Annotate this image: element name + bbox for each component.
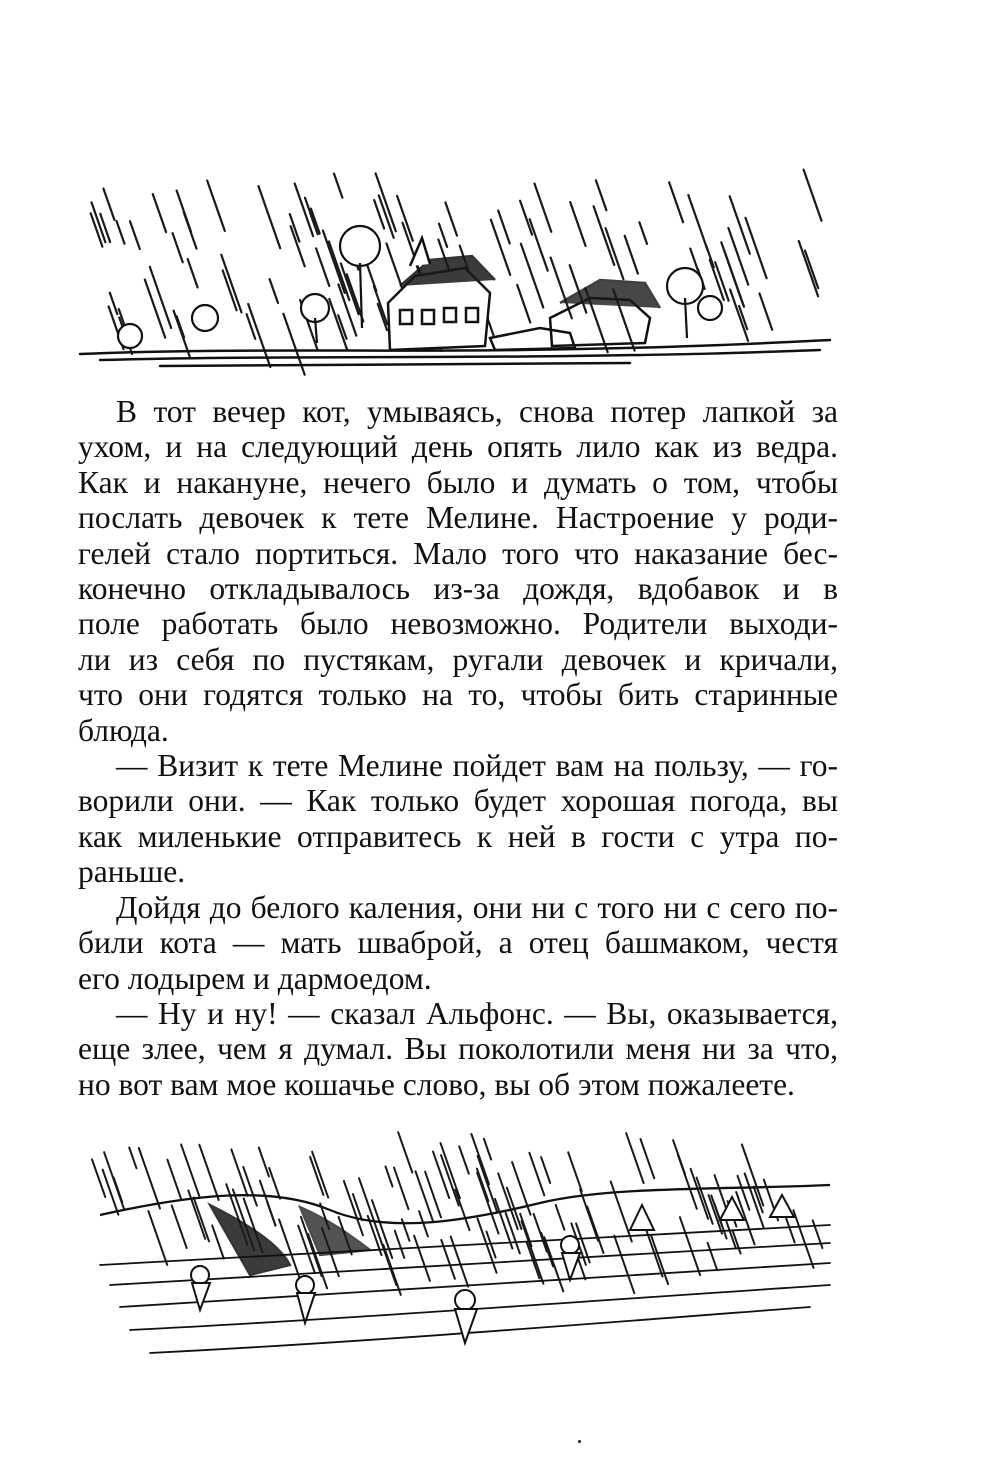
- rain-streak: [451, 1237, 469, 1287]
- rain-streak: [799, 241, 818, 296]
- rain-streak: [520, 201, 532, 235]
- rain-streak: [100, 214, 110, 242]
- rain-streak: [145, 280, 165, 338]
- paragraph-2: [78, 748, 838, 890]
- rain-streak: [353, 1194, 362, 1220]
- rain-streak: [793, 1210, 813, 1268]
- rain-streak: [188, 259, 198, 287]
- rain-streak: [316, 248, 329, 286]
- rain-streak: [680, 1217, 700, 1275]
- rain-streak: [130, 221, 140, 249]
- rain-streak: [805, 251, 818, 289]
- rain-streak: [374, 286, 387, 324]
- text-line: послать девочек к тете Мелине. Настроение у роди-: [78, 500, 838, 536]
- rain-streak: [606, 228, 624, 279]
- rain-streak: [614, 1236, 634, 1293]
- rain-streak: [394, 1168, 409, 1210]
- rain-streak: [416, 1171, 434, 1222]
- rain-streak: [148, 1211, 167, 1265]
- rain-streak: [260, 1181, 276, 1226]
- rain-streak: [530, 219, 548, 271]
- rain-streak: [491, 220, 510, 275]
- rain-streak: [386, 1167, 393, 1187]
- rain-streak: [329, 299, 347, 351]
- rain-streak: [312, 1152, 328, 1198]
- rain-streak: [184, 212, 197, 249]
- rain-streak: [279, 1220, 300, 1281]
- rain-streak: [172, 1205, 187, 1248]
- rain-streak: [521, 244, 543, 308]
- rain-streak: [715, 1175, 727, 1209]
- text-line: блюда.: [78, 712, 169, 748]
- rain-streak: [517, 285, 530, 323]
- rain-streak: [730, 196, 750, 254]
- rain-streak: [103, 189, 114, 220]
- rain-streak: [484, 1139, 491, 1160]
- rain-streak: [728, 228, 748, 285]
- rain-streak: [103, 1170, 119, 1215]
- text-line: его лодырем и дармоедом.: [78, 960, 432, 996]
- paragraph-4: [78, 996, 838, 1102]
- text-line: что они годятся только на то, чтобы бить старинные: [78, 677, 838, 713]
- rain-streak: [243, 1167, 256, 1206]
- rain-streak: [445, 202, 457, 235]
- rain-streak: [395, 1231, 405, 1258]
- rain-streak: [344, 1181, 363, 1235]
- text-line: поле работать было невозможно. Родители выходи-: [78, 606, 838, 642]
- rain-streak: [397, 196, 413, 241]
- rain-streak: [706, 246, 714, 267]
- rain-streak: [194, 1198, 209, 1242]
- text-line: ухом, и на следующий день опять лило как из ведра.: [78, 429, 838, 465]
- text-line: но вот вам мое кошачье слово, вы об этом пожалеете.: [78, 1066, 795, 1102]
- rain-streak: [181, 1144, 200, 1197]
- rain-streak: [641, 1139, 655, 1178]
- rain-streak: [153, 194, 166, 232]
- rain-streak: [259, 186, 281, 248]
- rain-streak: [173, 233, 183, 262]
- rain-streak: [199, 1145, 218, 1200]
- text-line: — Визит к тете Мелине пойдет вам на пользу, — го-: [116, 748, 838, 784]
- text-line: Дойдя до белого каления, они ни с того ни с сего по-: [116, 889, 838, 925]
- text-line: В тот вечер кот, умываясь, снова потер лапкой за: [116, 394, 838, 429]
- rain-streak: [174, 311, 190, 357]
- text-line: еще злее, чем я думал. Вы поколотили меня ни за что,: [78, 1031, 838, 1067]
- rain-streak: [568, 1152, 582, 1191]
- rain-streak: [150, 267, 171, 328]
- rain-farmhouse-illustration: [70, 168, 840, 378]
- rain-streak: [594, 206, 615, 265]
- paragraph-1: [78, 394, 838, 748]
- rain-streak: [92, 1159, 105, 1197]
- rain-streak: [730, 290, 748, 341]
- rain-streak: [541, 1233, 553, 1267]
- text-line: — Ну и ну! — сказал Альфонс. — Вы, оказывается,: [116, 995, 838, 1031]
- rain-streak: [596, 180, 607, 210]
- rain-streak: [259, 1148, 269, 1177]
- rain-streak: [498, 211, 510, 244]
- rain-streak: [270, 279, 278, 303]
- rain-streak: [291, 226, 305, 266]
- rain-streak: [708, 1243, 718, 1270]
- text-line: конечно откладывалось из-за дождя, вдобавок и в: [78, 571, 838, 607]
- rain-streak: [221, 255, 241, 313]
- text-line: ли из себя по пустякам, ругали девочек и кричали,: [78, 641, 838, 677]
- story-text: [78, 394, 838, 1102]
- rain-streak: [691, 1169, 709, 1219]
- text-line: раньше.: [78, 854, 186, 890]
- rain-streak: [639, 222, 647, 244]
- rain-streak: [625, 236, 638, 274]
- rain-streak: [212, 1225, 224, 1258]
- rain-streak: [455, 1190, 469, 1231]
- rain-streak: [425, 1172, 441, 1218]
- paragraph-3: [78, 890, 838, 996]
- rain-streak: [535, 184, 552, 232]
- rain-streak: [645, 1225, 663, 1277]
- rain-streak: [478, 1219, 497, 1273]
- rain-streak: [441, 1143, 460, 1198]
- rain-streak: [534, 1214, 547, 1252]
- rain-streak: [414, 1236, 430, 1281]
- rain-streak: [398, 1132, 412, 1172]
- rain-streak: [678, 1155, 697, 1209]
- rain-streak: [709, 1195, 723, 1234]
- rain-streak: [334, 174, 342, 198]
- rain-streak: [269, 1168, 280, 1199]
- rain-field-illustration: [70, 1125, 840, 1360]
- rain-streak: [669, 182, 683, 222]
- rain-streak: [556, 1205, 565, 1230]
- text-line: били кота — мать шваброй, а отец башмаком, честя: [78, 925, 838, 961]
- rain-streak: [117, 221, 125, 244]
- rain-streak: [305, 198, 315, 227]
- rain-streak: [129, 1148, 136, 1169]
- rain-streak: [570, 202, 585, 246]
- rain-streak: [207, 181, 225, 231]
- text-line: ворили они. — Как только будет хорошая погода, вы: [78, 783, 838, 819]
- rain-streak: [167, 1160, 181, 1199]
- rain-streak: [139, 1148, 160, 1209]
- rain-streak: [377, 1229, 397, 1285]
- rain-streak: [760, 293, 773, 329]
- rain-streak: [587, 1207, 603, 1253]
- page-mark: [578, 1440, 581, 1443]
- rain-streak: [651, 1235, 668, 1284]
- rain-streak: [541, 1157, 550, 1183]
- rain-streak: [376, 173, 396, 231]
- text-line: как миленькие отправитесь к ней в гости с утра по-: [78, 818, 838, 854]
- text-line: гелей стало портиться. Мало того что наказание бес-: [78, 535, 838, 571]
- rain-streak: [804, 170, 822, 221]
- text-line: Как и накануне, нечего было и думать о том, чтобы: [78, 464, 838, 500]
- rain-streak: [688, 195, 707, 250]
- rain-streak: [459, 1146, 469, 1173]
